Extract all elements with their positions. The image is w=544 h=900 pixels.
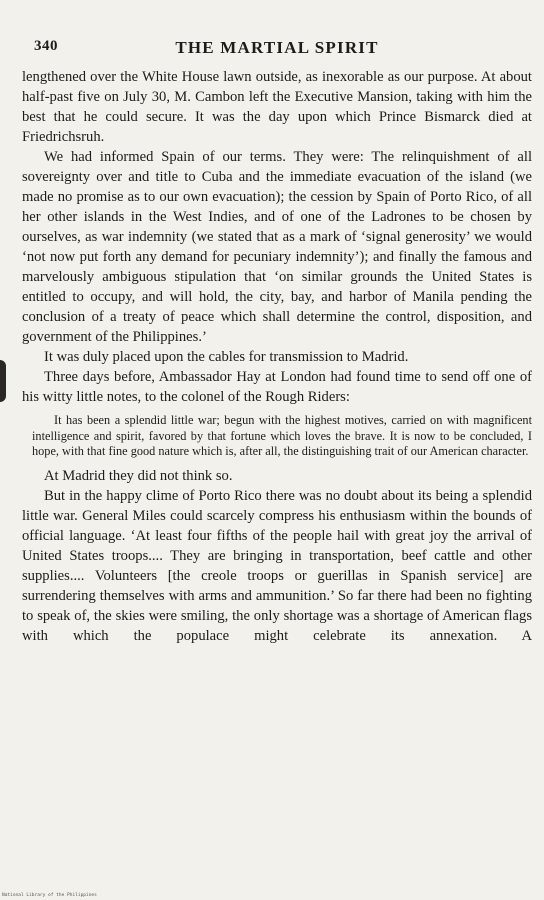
quote-text: It has been a splendid little war; begun with the highest motives, carried on with magnificent intelligence and spirit, favored by that fortune which loves the brave. It is now to be concluded, I hope, with that fine good nature which is, after all, the distinguishing trait of our American character.	[32, 413, 532, 458]
running-title: THE MARTIAL SPIRIT	[175, 38, 379, 57]
body-text	[22, 67, 532, 646]
paragraph: It was duly placed upon the cables for transmission to Madrid.	[44, 349, 409, 365]
paragraph: But in the happy clime of Porto Rico there was no doubt about its being a splendid little war. General Miles could scarcely compress his enthusiasm within the bounds of official language. ‘At least four fifths of the people hail with great joy the arrival of United States troops.... They are bringing in transportation, beef cattle and other supplies.... Volunteers [the creole troops or guerillas in Spanish service] are surrendering themselves with arms and ammunition.’ So far there had been no fighting to speak of, the skies were smiling, the only shortage was a shortage of American flags with which the populace might celebrate its annexation. A	[22, 487, 532, 644]
paragraph: lengthened over the White House lawn outside, as inexorable as our purpose. At about half-past five on July 30, M. Cambon left the Executive Mansion, taking with him the best that he could secure. It was the day upon which Prince Bismarck died at Friedrichsruh.	[22, 69, 532, 145]
binding-shadow	[0, 360, 6, 402]
paragraph: Three days before, Ambassador Hay at London had found time to send off one of his witty little notes, to the colonel of the Rough Riders:	[22, 369, 532, 405]
scan-footer: National Library of the Philippines	[2, 893, 97, 898]
paragraph: At Madrid they did not think so.	[44, 467, 233, 484]
block-quote	[22, 413, 532, 460]
page-header	[34, 38, 520, 60]
page-number: 340	[34, 38, 58, 54]
paragraph: We had informed Spain of our terms. They were: The relinquishment of all sovereignty over and title to Cuba and the immediate evacuation of the island (we made no promise as to our own evacuation); the cession by Spain of Porto Rico, of all her other islands in the West Indies, and of one of the Ladrones to be chosen by ourselves, as war indemnity (we stated that as a mark of ‘signal generosity’ we would ‘not now put forth any demand for pecuniary indemnity’); and finally the famous and marvelously ambiguous stipulation that ‘on similar grounds the United States is entitled to occupy, and will hold, the city, bay, and harbor of Manila pending the conclusion of a treaty of peace which shall determine the control, disposition, and government of the Philippines.’	[22, 149, 532, 345]
